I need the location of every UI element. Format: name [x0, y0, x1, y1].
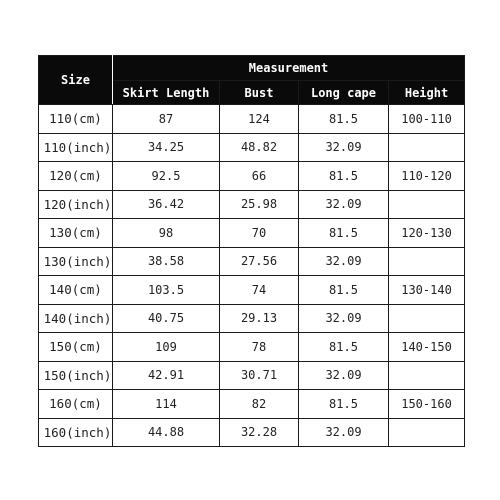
size-cell: 160(cm)	[39, 390, 113, 419]
bust-cell: 30.71	[220, 361, 299, 390]
table-row	[39, 190, 465, 219]
column-header-long-cape: Long cape	[299, 81, 389, 105]
height-cell: 100-110	[389, 105, 465, 134]
height-cell	[389, 247, 465, 276]
bust-cell: 66	[220, 162, 299, 191]
skirt-length-cell: 44.88	[113, 418, 220, 447]
skirt-length-cell: 92.5	[113, 162, 220, 191]
long-cape-cell: 81.5	[299, 276, 389, 305]
measurement-header: Measurement	[113, 56, 465, 81]
long-cape-cell: 81.5	[299, 333, 389, 362]
bust-cell: 27.56	[220, 247, 299, 276]
bust-cell: 70	[220, 219, 299, 248]
skirt-length-cell: 38.58	[113, 247, 220, 276]
height-cell	[389, 361, 465, 390]
size-cell: 120(inch)	[39, 190, 113, 219]
skirt-length-cell: 114	[113, 390, 220, 419]
skirt-length-cell: 42.91	[113, 361, 220, 390]
table-row	[39, 390, 465, 419]
size-cell: 110(cm)	[39, 105, 113, 134]
long-cape-cell: 81.5	[299, 219, 389, 248]
skirt-length-cell: 40.75	[113, 304, 220, 333]
skirt-length-cell: 34.25	[113, 133, 220, 162]
bust-cell: 82	[220, 390, 299, 419]
size-cell: 150(inch)	[39, 361, 113, 390]
bust-cell: 78	[220, 333, 299, 362]
skirt-length-cell: 103.5	[113, 276, 220, 305]
skirt-length-cell: 36.42	[113, 190, 220, 219]
bust-cell: 74	[220, 276, 299, 305]
size-header: Size	[39, 56, 113, 105]
table-row	[39, 304, 465, 333]
bust-cell: 48.82	[220, 133, 299, 162]
long-cape-cell: 81.5	[299, 105, 389, 134]
bust-cell: 25.98	[220, 190, 299, 219]
table-row	[39, 247, 465, 276]
height-cell: 130-140	[389, 276, 465, 305]
height-cell	[389, 190, 465, 219]
size-cell: 140(inch)	[39, 304, 113, 333]
skirt-length-cell: 109	[113, 333, 220, 362]
table-row	[39, 418, 465, 447]
table-row	[39, 105, 465, 134]
long-cape-cell: 81.5	[299, 390, 389, 419]
long-cape-cell: 32.09	[299, 133, 389, 162]
height-cell: 140-150	[389, 333, 465, 362]
bust-cell: 32.28	[220, 418, 299, 447]
long-cape-cell: 32.09	[299, 304, 389, 333]
table-row	[39, 133, 465, 162]
table-row	[39, 219, 465, 248]
skirt-length-cell: 98	[113, 219, 220, 248]
table-row	[39, 162, 465, 191]
height-cell	[389, 418, 465, 447]
size-cell: 120(cm)	[39, 162, 113, 191]
column-header-skirt-length: Skirt Length	[113, 81, 220, 105]
long-cape-cell: 81.5	[299, 162, 389, 191]
table-row	[39, 361, 465, 390]
bust-cell: 29.13	[220, 304, 299, 333]
bust-cell: 124	[220, 105, 299, 134]
size-chart-table	[38, 55, 465, 447]
height-cell	[389, 133, 465, 162]
long-cape-cell: 32.09	[299, 247, 389, 276]
size-cell: 150(cm)	[39, 333, 113, 362]
column-header-height: Height	[389, 81, 465, 105]
table-row	[39, 333, 465, 362]
skirt-length-cell: 87	[113, 105, 220, 134]
size-cell: 130(inch)	[39, 247, 113, 276]
height-cell: 120-130	[389, 219, 465, 248]
long-cape-cell: 32.09	[299, 418, 389, 447]
height-cell: 150-160	[389, 390, 465, 419]
height-cell	[389, 304, 465, 333]
header-row-top	[39, 56, 465, 81]
size-cell: 140(cm)	[39, 276, 113, 305]
long-cape-cell: 32.09	[299, 190, 389, 219]
height-cell: 110-120	[389, 162, 465, 191]
size-cell: 160(inch)	[39, 418, 113, 447]
table-row	[39, 276, 465, 305]
size-cell: 130(cm)	[39, 219, 113, 248]
size-cell: 110(inch)	[39, 133, 113, 162]
long-cape-cell: 32.09	[299, 361, 389, 390]
column-header-bust: Bust	[220, 81, 299, 105]
